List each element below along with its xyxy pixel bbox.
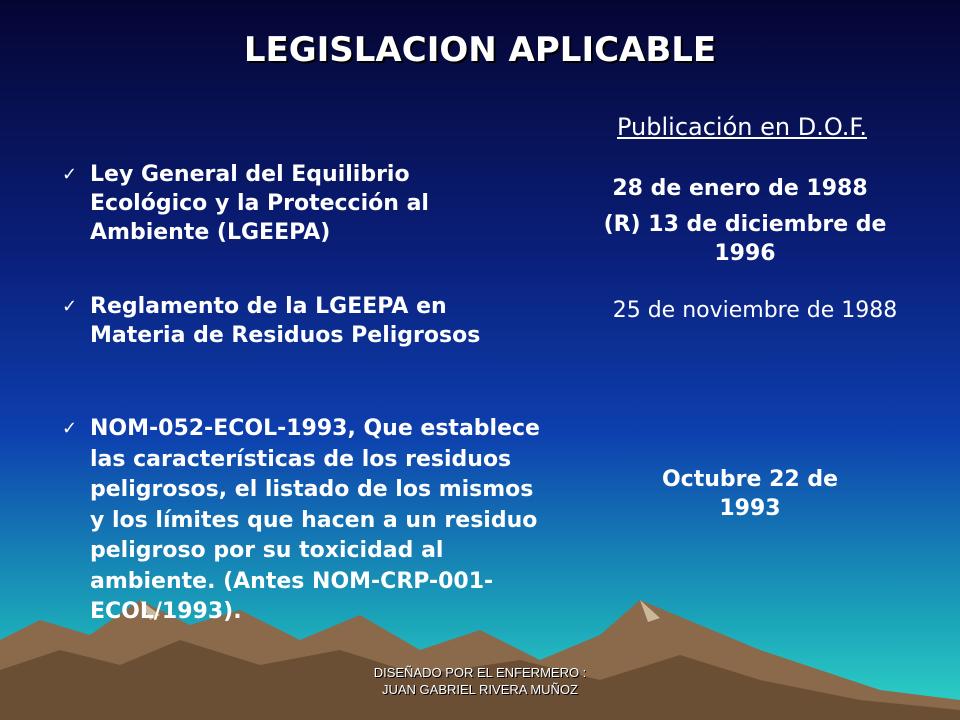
slide-title: LEGISLACION APLICABLE (243, 30, 717, 70)
footer-line: DISEÑADO POR EL ENFERMERO : (373, 665, 587, 680)
law-item-text: NOM-052-ECOL-1993, Que establece las características de los residuos peligrosos, el listado de los mismos y los límites que hacen a un residuo peligroso por su toxicidad al ambiente. (Antes NOM-CRP-001-ECOL/1993). (90, 416, 540, 624)
law-item-text: Reglamento de la LGEEPA en Materia de Residuos Peligrosos (90, 294, 481, 348)
publication-date: Octubre 22 de 1993 (661, 467, 839, 521)
check-icon: ✓ (62, 296, 78, 317)
law-item-nom052 (62, 414, 550, 628)
footer-line: JUAN GABRIEL RIVERA MUÑOZ (382, 682, 578, 697)
law-item-reglamento (62, 292, 530, 350)
publication-header: Publicación en D.O.F. (617, 113, 867, 141)
publication-date: 25 de noviembre de 1988 (612, 298, 898, 323)
law-item-text: Ley General del Equilibrio Ecológico y la Protección al Ambiente (LGEEPA) (90, 162, 429, 245)
publication-date: 28 de enero de 1988 (612, 176, 868, 201)
law-item-lgeepa (62, 160, 490, 247)
footer-credit (0, 664, 960, 698)
check-icon: ✓ (62, 418, 78, 439)
reform-date: (R) 13 de diciembre de 1996 (603, 212, 887, 266)
check-icon: ✓ (62, 164, 78, 185)
